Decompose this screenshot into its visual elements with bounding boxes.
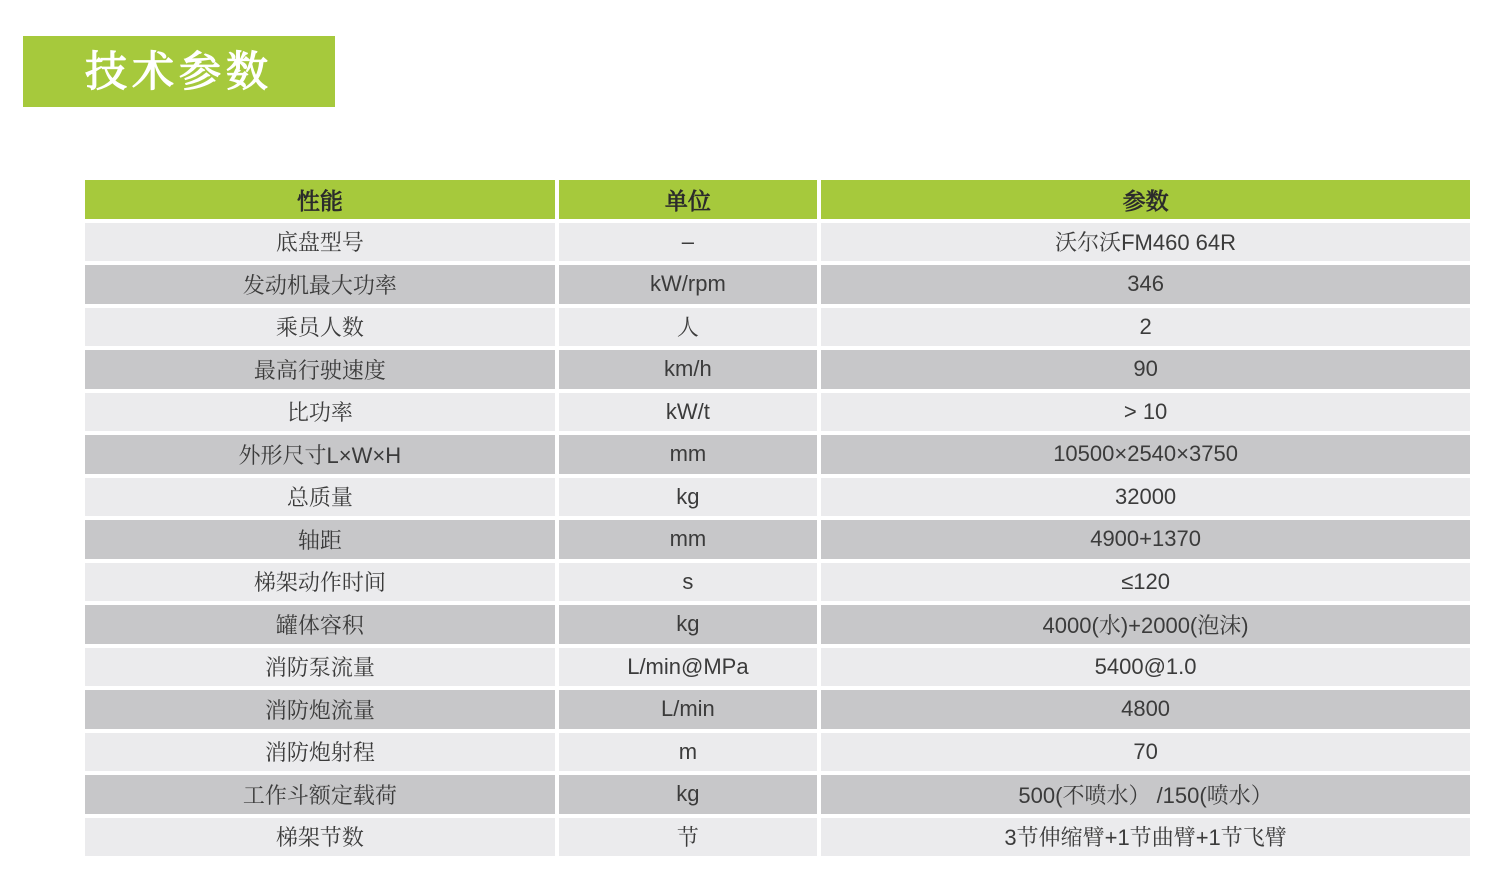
table-row xyxy=(83,816,1472,859)
spec-name-cell: 外形尺寸L×W×H xyxy=(83,433,557,476)
spec-name-cell: 消防炮流量 xyxy=(83,688,557,731)
table-row xyxy=(83,731,1472,774)
table-row xyxy=(83,391,1472,434)
value-cell: 2 xyxy=(819,306,1472,349)
section-title-banner xyxy=(23,36,335,107)
table-row xyxy=(83,688,1472,731)
table-row xyxy=(83,348,1472,391)
spec-table-header xyxy=(83,178,1472,221)
value-cell: 3节伸缩臂+1节曲臂+1节飞臂 xyxy=(819,816,1472,859)
spec-name-cell: 消防炮射程 xyxy=(83,731,557,774)
value-cell: 4900+1370 xyxy=(819,518,1472,561)
unit-cell: mm xyxy=(557,433,820,476)
spec-name-cell: 发动机最大功率 xyxy=(83,263,557,306)
value-cell: 90 xyxy=(819,348,1472,391)
value-cell: 500(不喷水） /150(喷水） xyxy=(819,773,1472,816)
spec-name-cell: 梯架动作时间 xyxy=(83,561,557,604)
table-row xyxy=(83,646,1472,689)
unit-cell: m xyxy=(557,731,820,774)
column-header-performance: 性能 xyxy=(83,178,557,221)
table-row xyxy=(83,561,1472,604)
spec-name-cell: 消防泵流量 xyxy=(83,646,557,689)
spec-name-cell: 最高行驶速度 xyxy=(83,348,557,391)
unit-cell: kW/t xyxy=(557,391,820,434)
value-cell: 10500×2540×3750 xyxy=(819,433,1472,476)
value-cell: 346 xyxy=(819,263,1472,306)
page-title: 技术参数 xyxy=(84,47,273,95)
spec-table-body xyxy=(83,221,1472,859)
spec-name-cell: 罐体容积 xyxy=(83,603,557,646)
table-row xyxy=(83,221,1472,264)
table-row xyxy=(83,518,1472,561)
unit-cell: km/h xyxy=(557,348,820,391)
column-header-unit: 单位 xyxy=(557,178,820,221)
unit-cell: L/min xyxy=(557,688,820,731)
spec-name-cell: 轴距 xyxy=(83,518,557,561)
unit-cell: L/min@MPa xyxy=(557,646,820,689)
unit-cell: s xyxy=(557,561,820,604)
unit-cell: kg xyxy=(557,476,820,519)
table-row xyxy=(83,433,1472,476)
spec-name-cell: 总质量 xyxy=(83,476,557,519)
value-cell: 沃尔沃FM460 64R xyxy=(819,221,1472,264)
value-cell: > 10 xyxy=(819,391,1472,434)
value-cell: 4800 xyxy=(819,688,1472,731)
unit-cell: mm xyxy=(557,518,820,561)
spec-name-cell: 底盘型号 xyxy=(83,221,557,264)
unit-cell: kg xyxy=(557,603,820,646)
table-row xyxy=(83,476,1472,519)
unit-cell: 节 xyxy=(557,816,820,859)
unit-cell: – xyxy=(557,221,820,264)
table-row xyxy=(83,263,1472,306)
table-row xyxy=(83,603,1472,646)
spec-name-cell: 比功率 xyxy=(83,391,557,434)
value-cell: 4000(水)+2000(泡沫) xyxy=(819,603,1472,646)
value-cell: 70 xyxy=(819,731,1472,774)
table-row xyxy=(83,773,1472,816)
unit-cell: 人 xyxy=(557,306,820,349)
spec-name-cell: 乘员人数 xyxy=(83,306,557,349)
value-cell: 32000 xyxy=(819,476,1472,519)
spec-name-cell: 梯架节数 xyxy=(83,816,557,859)
spec-name-cell: 工作斗额定载荷 xyxy=(83,773,557,816)
value-cell: 5400@1.0 xyxy=(819,646,1472,689)
header-row xyxy=(83,178,1472,221)
unit-cell: kg xyxy=(557,773,820,816)
spec-table xyxy=(81,176,1474,860)
column-header-parameter: 参数 xyxy=(819,178,1472,221)
unit-cell: kW/rpm xyxy=(557,263,820,306)
value-cell: ≤120 xyxy=(819,561,1472,604)
table-row xyxy=(83,306,1472,349)
